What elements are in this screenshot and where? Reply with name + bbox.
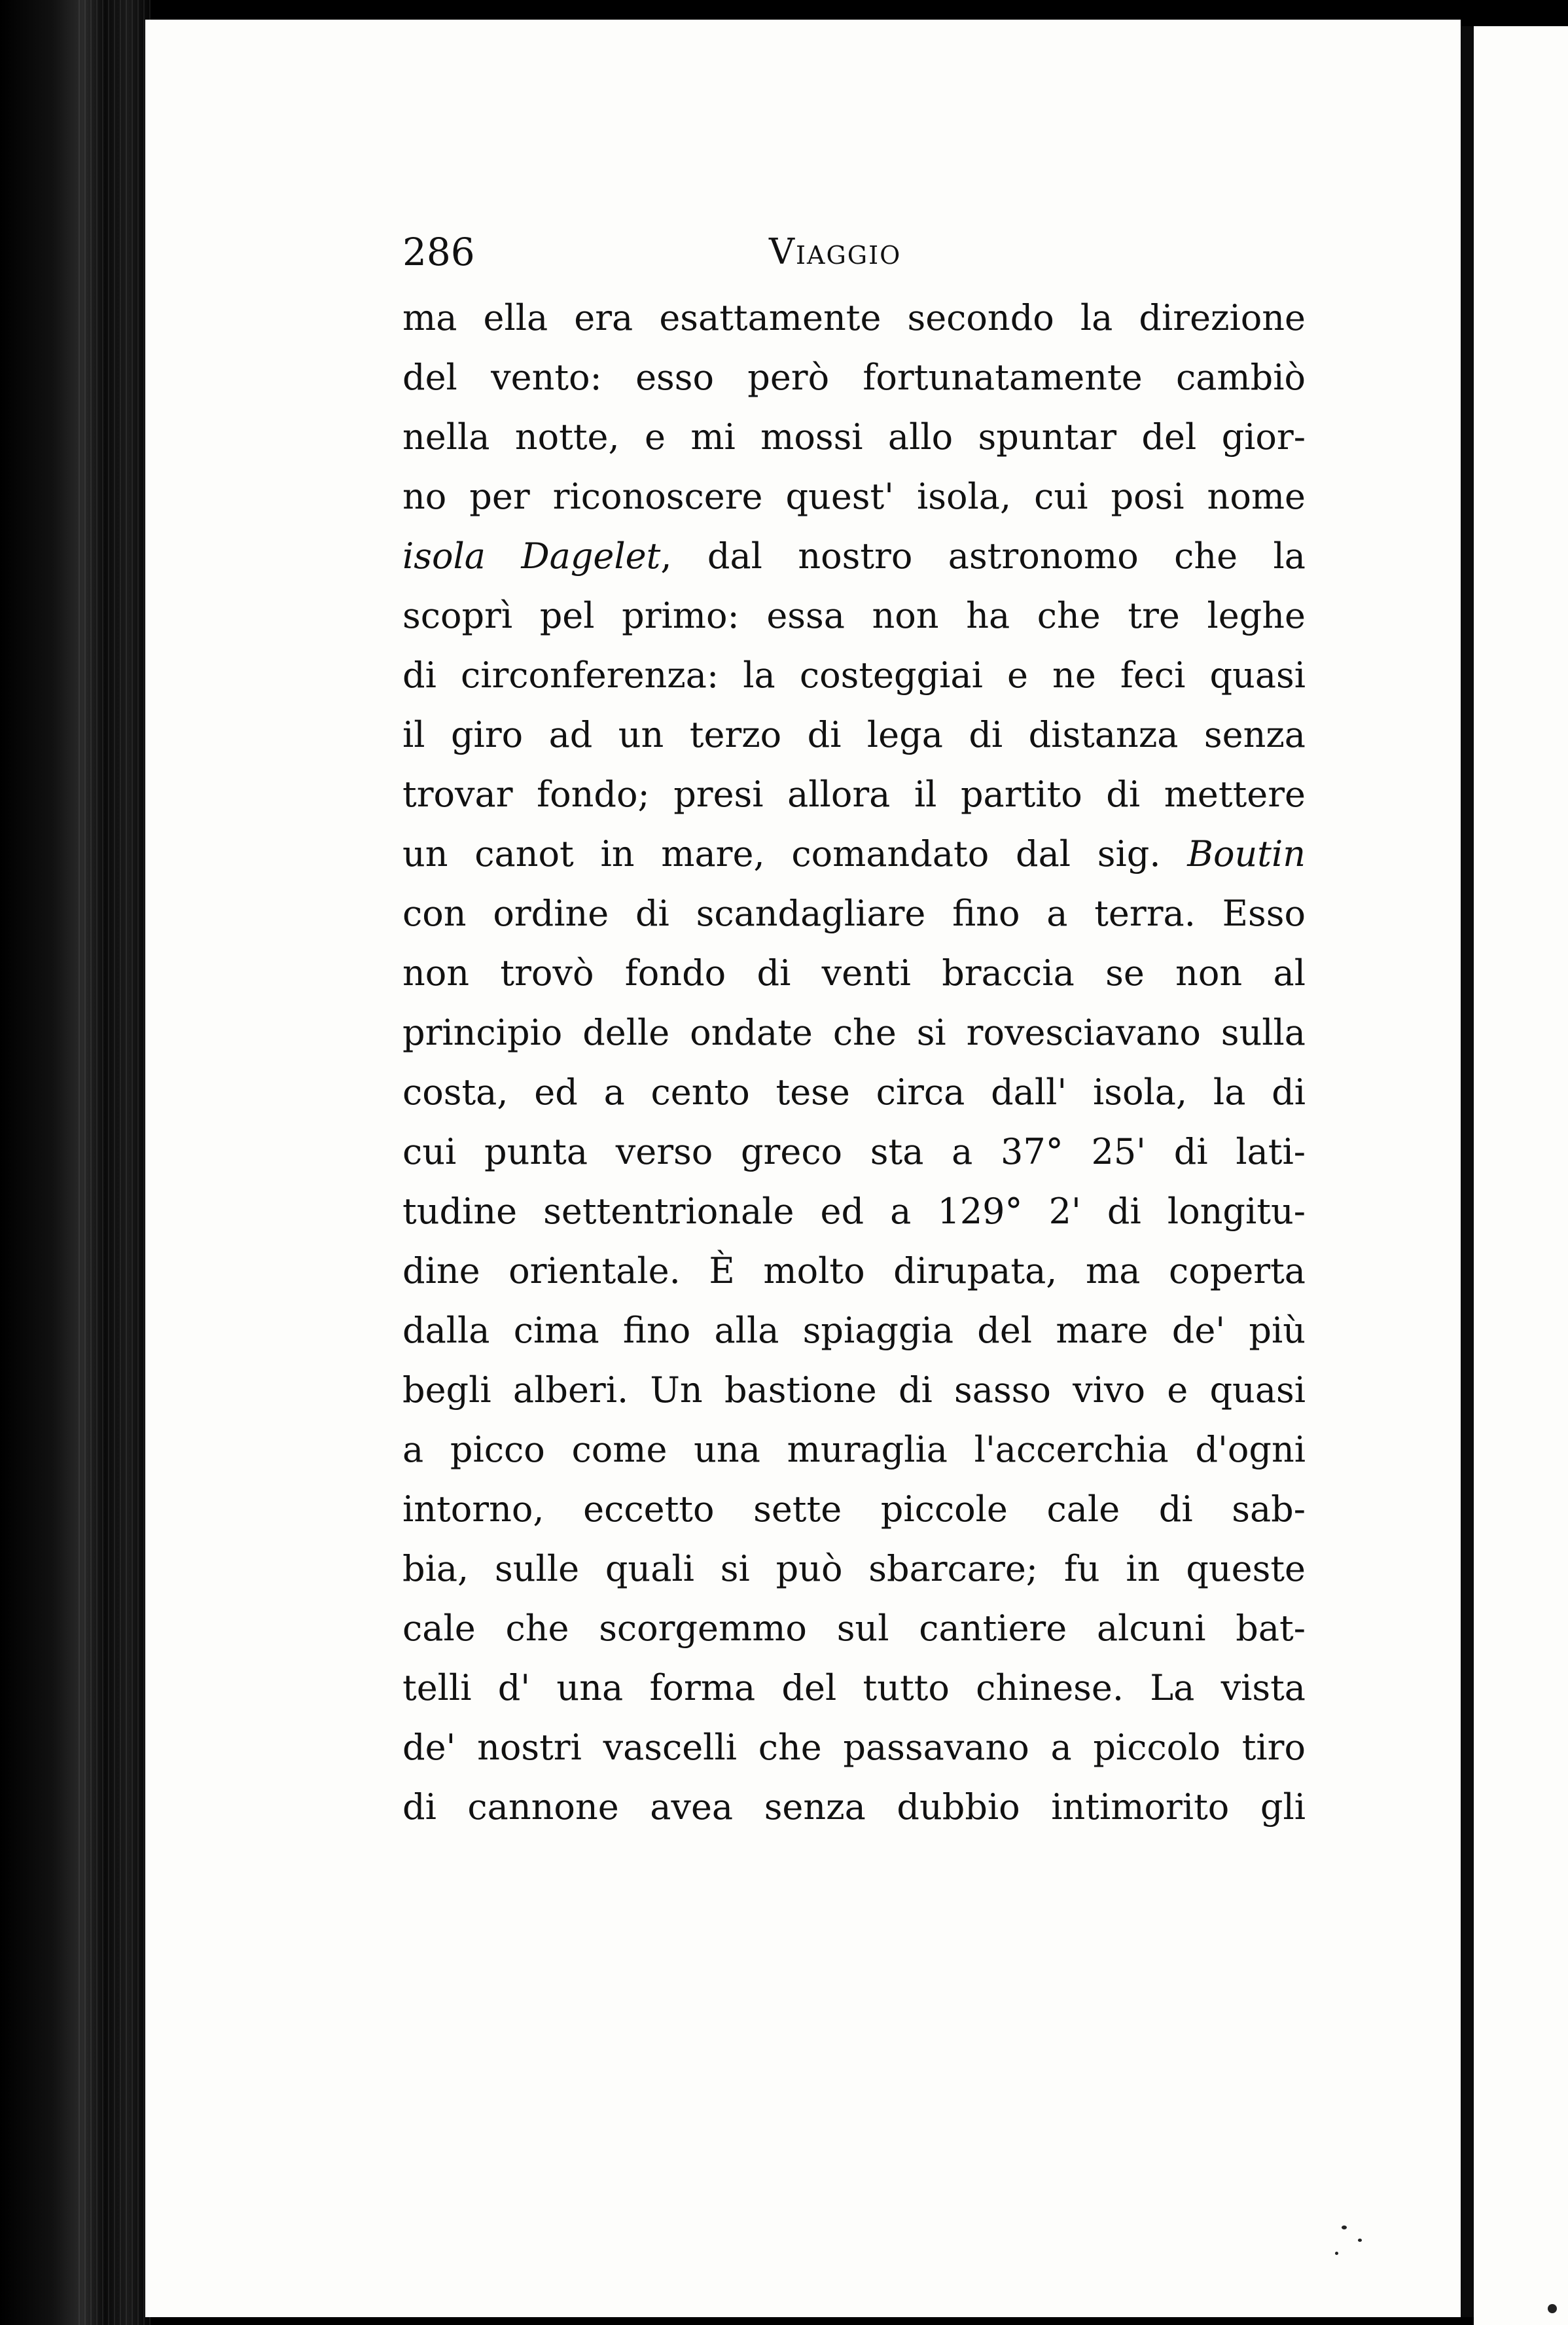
facing-page-margin <box>1474 26 1568 2325</box>
page-header <box>402 223 1306 281</box>
italic-term: isola Dagelet <box>402 535 661 577</box>
text-line: scoprì pel primo: essa non ha che tre leghe <box>402 595 1306 636</box>
text-line: di circonferenza: la costeggiai e ne feci quasi <box>402 655 1306 696</box>
text-line: non trovò fondo di venti braccia se non al <box>402 952 1306 994</box>
body-text <box>402 288 1306 1837</box>
text-line: telli d' una forma del tutto chinese. La vista <box>402 1667 1306 1708</box>
text-line: ma ella era esattamente secondo la direzione <box>402 297 1306 338</box>
italic-term: Boutin <box>1187 833 1306 874</box>
scan-speck <box>1548 2304 1557 2313</box>
scan-speck <box>1335 2252 1338 2255</box>
text-line: il giro ad un terzo di lega di distanza senza <box>402 714 1306 755</box>
text-line: bia, sulle quali si può sbarcare; fu in queste <box>402 1548 1306 1589</box>
text-line: principio delle ondate che si rovesciavano sulla <box>402 1012 1306 1053</box>
text-line: del vento: esso però fortunatamente cambiò <box>402 357 1306 398</box>
text-line: a picco come una muraglia l'accerchia d'ogni <box>402 1429 1306 1470</box>
text-line: cale che scorgemmo sul cantiere alcuni bat- <box>402 1608 1306 1649</box>
text-line: dine orientale. È molto dirupata, ma coperta <box>402 1250 1306 1291</box>
text-line: un canot in mare, comandato dal sig. Boutin <box>402 833 1306 874</box>
text-line: cui punta verso greco sta a 37° 25' di lati- <box>402 1131 1306 1172</box>
running-title: Viaggio <box>769 231 902 272</box>
text-line: dalla cima fino alla spiaggia del mare de' più <box>402 1310 1306 1351</box>
text-line: begli alberi. Un bastione di sasso vivo e quasi <box>402 1369 1306 1411</box>
text-line: con ordine di scandagliare fino a terra. Esso <box>402 893 1306 934</box>
text-line: no per riconoscere quest' isola, cui posi nome <box>402 476 1306 517</box>
text-line: costa, ed a cento tese circa dall' isola, la di <box>402 1072 1306 1113</box>
text-line: trovar fondo; presi allora il partito di mettere <box>402 774 1306 815</box>
facing-page-edge <box>1461 26 1474 2317</box>
text-line: di cannone avea senza dubbio intimorito gli <box>402 1786 1306 1828</box>
scan-speck <box>1358 2239 1362 2242</box>
text-line: nella notte, e mi mossi allo spuntar del gior- <box>402 416 1306 458</box>
spine-edge-lines <box>79 0 151 2325</box>
text-line: tudine settentrionale ed a 129° 2' di longitu- <box>402 1191 1306 1232</box>
scan-speck <box>1342 2226 1347 2229</box>
page-number: 286 <box>402 230 475 274</box>
text-line: intorno, eccetto sette piccole cale di sab- <box>402 1488 1306 1530</box>
text-line-italic: isola Dagelet, dal nostro astronomo che la <box>402 535 1306 577</box>
text-line: de' nostri vascelli che passavano a piccolo tiro <box>402 1727 1306 1768</box>
